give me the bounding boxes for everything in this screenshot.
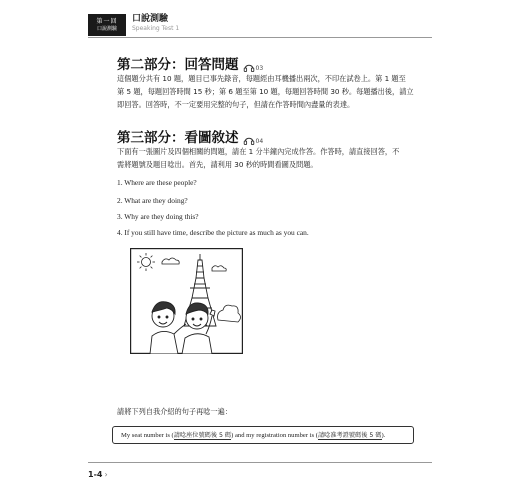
page-header — [88, 14, 179, 36]
part3-instructions — [117, 145, 417, 171]
part2-title — [117, 53, 263, 73]
badge-line2: 口說測驗 — [96, 25, 117, 32]
next-page-arrow-icon[interactable]: › — [104, 470, 108, 479]
part3-title — [117, 126, 263, 146]
part3-title-text: 第三部分：看圖敘述 — [117, 130, 239, 146]
part2-line: 即回答。回答時，不一定要用完整的句子，但請在作答時間內盡量的表達。 — [117, 100, 355, 109]
part2-track-number: 03 — [255, 65, 264, 72]
seat-number-blank[interactable]: 請唸座位號碼後 5 碼 — [173, 432, 232, 439]
sentence-part2: ) and my registration number is ( — [231, 431, 318, 439]
header-title: 口說測驗 — [132, 14, 169, 24]
part2-line: 這個題分共有 10 題，題目已事先錄音，每題經由耳機播出兩次，不印在試卷上。第 1 題至 — [117, 74, 406, 83]
question-2: 2. What are they doing? — [117, 196, 188, 205]
sentence-part1: My seat number is ( — [121, 431, 174, 439]
picture-illustration — [130, 248, 243, 354]
registration-number-blank[interactable]: 請唸准考證號碼後 5 碼 — [317, 432, 382, 439]
footer-divider — [88, 462, 432, 463]
question-1: 1. Where are these people? — [117, 178, 197, 187]
part2-instructions — [117, 72, 417, 111]
self-intro-instruction: 請將下列自我介紹的句子再唸一遍： — [117, 407, 233, 416]
part3-line: 下面有一張圖片及四個相關的問題，請在 1 分半鐘內完成作答。作答時，請直接回答，不 — [117, 147, 400, 156]
header-subtitle: Speaking Test 1 — [132, 25, 180, 32]
self-intro-sentence-box — [112, 426, 414, 444]
page-number-text: 1-4 — [88, 470, 103, 479]
page-number — [88, 470, 108, 479]
question-3: 3. Why are they doing this? — [117, 212, 199, 221]
part3-track-number: 04 — [255, 138, 264, 145]
question-4: 4. If you still have time, describe the picture as much as you can. — [117, 228, 309, 237]
header-divider — [88, 37, 432, 38]
part2-line: 第 5 題，每題回答時間 15 秒；第 6 題至第 10 題，每題回答時間 30 秒。每題播出後，請立 — [117, 87, 414, 96]
sentence-part3: ). — [381, 431, 386, 439]
badge-line1: 第一回 — [96, 17, 118, 25]
test-badge — [88, 14, 126, 36]
part2-title-text: 第二部分：回答問題 — [117, 57, 239, 73]
header-text — [132, 14, 179, 33]
part3-line: 需將題號及題目唸出。首先，請利用 30 秒的時間看圖及問題。 — [117, 160, 318, 169]
